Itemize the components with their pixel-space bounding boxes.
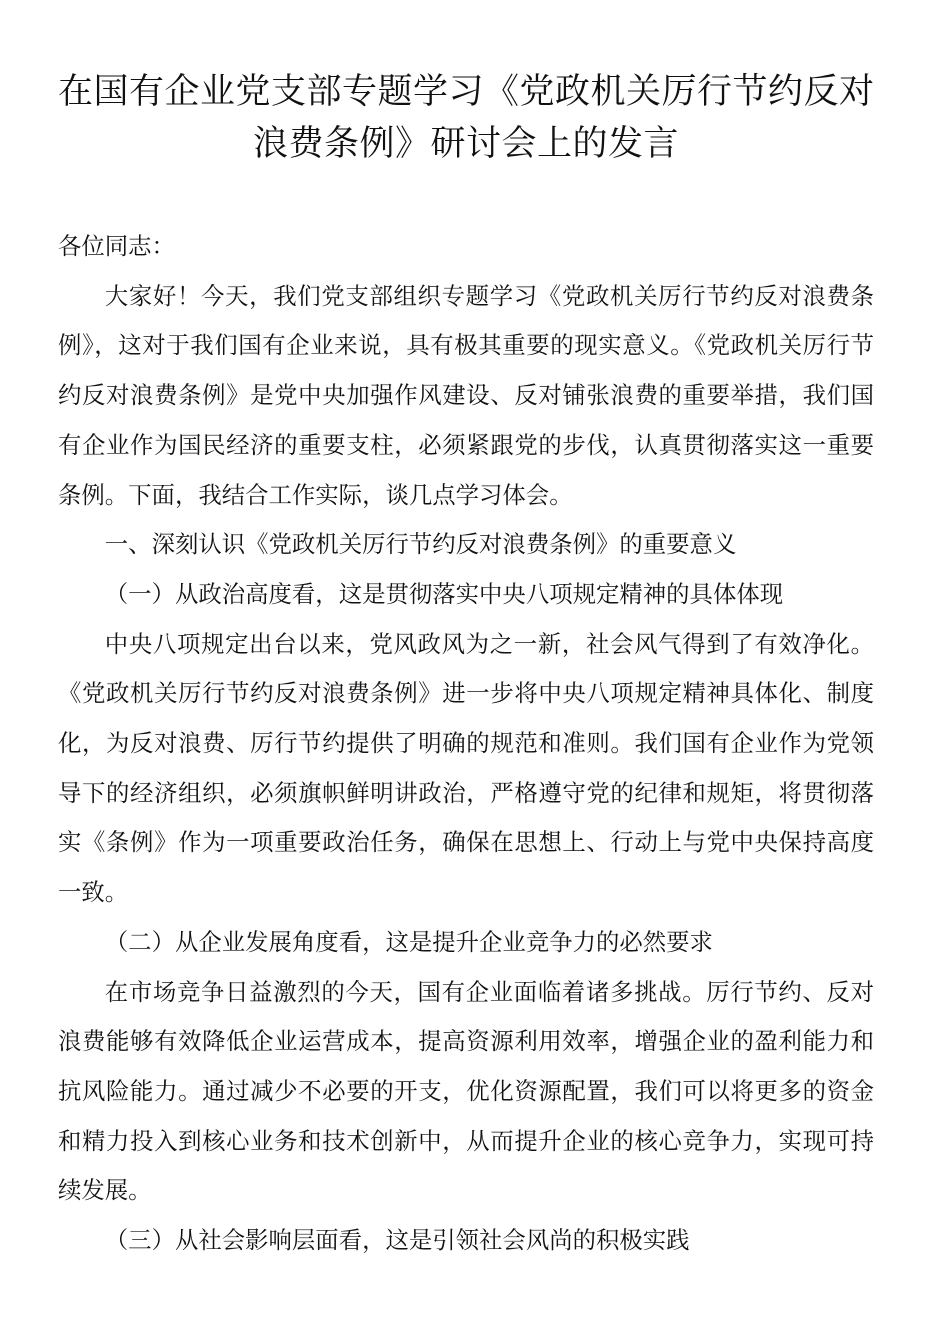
section-heading-1: 一、深刻认识《党政机关厉行节约反对浪费条例》的重要意义 [104, 530, 737, 559]
paragraph-political: 中央八项规定出台以来，党风政风为之一新，社会风气得到了有效净化。《党政机关厉行节约反对浪费条例》进一步将中央八项规定精神具体化、制度化，为反对浪费、厉行节约提供了明确的规范和准则。我们国有企业作为党领导下的经济组织，必须旗帜鲜明讲政治，严格遵守党的纪律和规矩，将贯彻落实《条例》作为一项重要政治任务，确保在思想上、行动上与党中央保持高度一致。 [58, 629, 874, 907]
paragraph-intro: 大家好！今天，我们党支部组织专题学习《党政机关厉行节约反对浪费条例》，这对于我们国有企业来说，具有极其重要的现实意义。《党政机关厉行节约反对浪费条例》是党中央加强作风建设、反对铺张浪费的重要举措，我们国有企业作为国民经济的重要支柱，必须紧跟党的步伐，认真贯彻落实这一重要条例。下面，我结合工作实际，谈几点学习体会。 [58, 281, 874, 509]
document-title [58, 66, 874, 170]
salutation: 各位同志： [58, 232, 175, 260]
paragraph-enterprise: 在市场竞争日益激烈的今天，国有企业面临着诸多挑战。厉行节约、反对浪费能够有效降低企业运营成本，提高资源利用效率，增强企业的盈利能力和抗风险能力。通过减少不必要的开支，优化资源配置，我们可以将更多的资金和精力投入到核心业务和技术创新中，从而提升企业的核心竞争力，实现可持续发展。 [58, 977, 874, 1205]
subsection-heading-3: （三）从社会影响层面看，这是引领社会风尚的积极实践 [104, 1226, 690, 1255]
subsection-heading-2: （二）从企业发展角度看，这是提升企业竞争力的必然要求 [104, 927, 713, 956]
title-line-2: 浪费条例》研讨会上的发言 [252, 124, 679, 164]
title-line-1: 在国有企业党支部专题学习《党政机关厉行节约反对 [58, 72, 875, 112]
document-body [58, 222, 874, 1266]
subsection-heading-1: （一）从政治高度看，这是贯彻落实中央八项规定精神的具体体现 [104, 579, 784, 608]
